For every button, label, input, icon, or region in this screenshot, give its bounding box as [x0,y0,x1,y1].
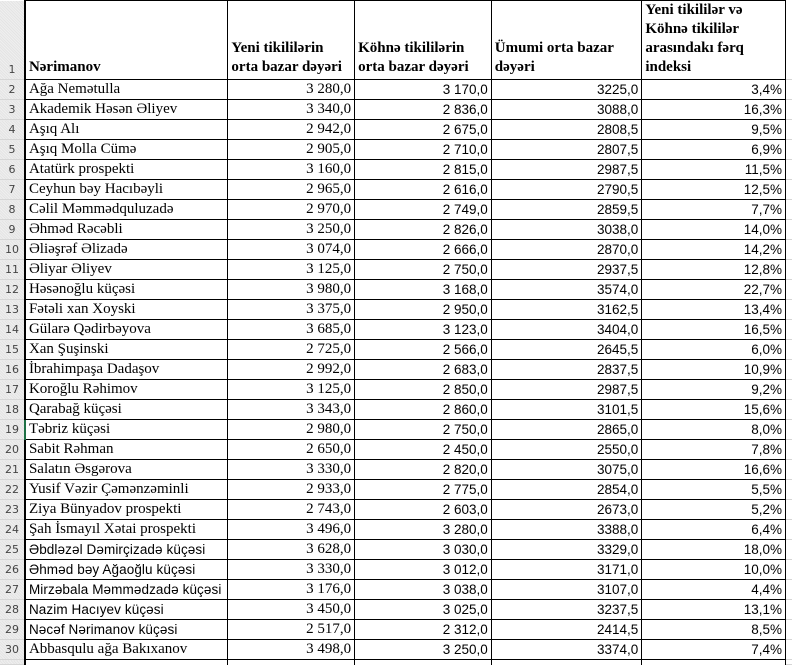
row-header[interactable]: 7 [0,180,25,200]
old-price-cell[interactable]: 2 775,0 [355,480,492,500]
table-row [0,260,792,280]
next-column-cell[interactable] [785,520,792,540]
average-price-cell[interactable]: 3075,0 [491,460,642,480]
new-price-cell[interactable]: 2 933,0 [228,480,355,500]
table-row [0,120,792,140]
old-price-cell[interactable]: 2 860,0 [355,400,492,420]
average-price-cell[interactable]: 2790,5 [491,180,642,200]
street-name-cell[interactable]: Sabit Rəhman [25,440,228,460]
next-column-cell[interactable] [785,280,792,300]
old-price-cell[interactable]: 2 450,0 [355,440,492,460]
average-price-cell[interactable]: 3574,0 [491,280,642,300]
difference-index-cell[interactable]: 22,7% [642,280,786,300]
table-row [0,460,792,480]
header-difference-index[interactable]: Yeni tikililər və Köhnə tikililər arasındakı fərq indeksi [642,1,786,80]
next-column-cell[interactable] [785,360,792,380]
new-price-cell[interactable]: 3 160,0 [228,160,355,180]
average-price-cell[interactable]: 2987,5 [491,160,642,180]
street-name-cell[interactable]: Salatın Əsgərova [25,460,228,480]
new-price-cell[interactable]: 3 628,0 [228,540,355,560]
next-column-cell[interactable] [785,240,792,260]
new-price-cell[interactable]: 2 942,0 [228,120,355,140]
average-price-cell[interactable]: 2414,5 [491,620,642,640]
new-price-cell[interactable]: 3 330,0 [228,460,355,480]
average-price-cell[interactable]: 3107,0 [491,580,642,600]
average-price-cell[interactable]: 2937,5 [491,260,642,280]
next-column-cell[interactable] [785,100,792,120]
old-price-cell[interactable]: 2 750,0 [355,260,492,280]
average-price-cell[interactable]: 2645,5 [491,340,642,360]
row-header[interactable]: 13 [0,300,25,320]
header-new-buildings-price[interactable]: Yeni tikililərin orta bazar dəyəri [228,1,355,80]
new-price-cell[interactable]: 3 250,0 [228,220,355,240]
new-price-cell[interactable]: 3 280,0 [228,80,355,100]
table-row [0,200,792,220]
table-row [0,400,792,420]
next-column-cell[interactable] [785,580,792,600]
new-price-cell[interactable]: 3 176,0 [228,580,355,600]
difference-index-cell[interactable]: 15,6% [642,400,786,420]
difference-index-cell[interactable]: 6,0% [642,340,786,360]
new-price-cell[interactable]: 2 517,0 [228,620,355,640]
difference-index-cell[interactable]: 5,2% [642,500,786,520]
header-district[interactable]: Nərimanov [25,1,228,80]
old-price-cell[interactable]: 3 030,0 [355,540,492,560]
difference-index-cell[interactable]: 7,7% [642,200,786,220]
difference-index-cell[interactable]: 9,2% [642,380,786,400]
street-name-cell[interactable]: Əliəşrəf Əlizadə [25,240,228,260]
table-row [0,340,792,360]
street-name-cell[interactable]: Əliyar Əliyev [25,260,228,280]
difference-index-cell[interactable]: 13,1% [642,600,786,620]
header-row [0,1,792,80]
empty-cell[interactable] [491,660,642,665]
old-price-cell[interactable]: 2 710,0 [355,140,492,160]
street-name-cell[interactable]: Həsənoğlu küçəsi [25,280,228,300]
row-header[interactable]: 21 [0,460,25,480]
average-price-cell[interactable]: 3237,5 [491,600,642,620]
next-column-cell[interactable] [785,460,792,480]
table-row [0,360,792,380]
row-header[interactable]: 20 [0,440,25,460]
new-price-cell[interactable]: 2 965,0 [228,180,355,200]
next-column-cell[interactable] [785,120,792,140]
row-header[interactable]: 11 [0,260,25,280]
table-row [0,580,792,600]
table-row [0,560,792,580]
average-price-cell[interactable]: 2807,5 [491,140,642,160]
difference-index-cell[interactable]: 10,9% [642,360,786,380]
difference-index-cell[interactable]: 8,0% [642,420,786,440]
street-name-cell[interactable]: Ceyhun bəy Hacıbəyli [25,180,228,200]
old-price-cell[interactable]: 2 749,0 [355,200,492,220]
difference-index-cell[interactable]: 12,5% [642,180,786,200]
old-price-cell[interactable]: 3 280,0 [355,520,492,540]
old-price-cell[interactable]: 2 850,0 [355,380,492,400]
row-header[interactable]: 1 [0,1,25,80]
row-header[interactable]: 12 [0,280,25,300]
new-price-cell[interactable]: 2 725,0 [228,340,355,360]
difference-index-cell[interactable]: 4,4% [642,580,786,600]
difference-index-cell[interactable]: 6,9% [642,140,786,160]
difference-index-cell[interactable]: 13,4% [642,300,786,320]
new-price-cell[interactable]: 3 340,0 [228,100,355,120]
row-header[interactable]: 16 [0,360,25,380]
table-row [0,220,792,240]
next-column-cell[interactable] [785,560,792,580]
next-column-cell[interactable] [785,400,792,420]
row-header[interactable]: 4 [0,120,25,140]
row-header[interactable]: 6 [0,160,25,180]
empty-cell[interactable] [228,660,355,665]
street-name-cell[interactable]: Aşıq Alı [25,120,228,140]
street-name-cell[interactable]: İbrahimpaşa Dadaşov [25,360,228,380]
average-price-cell[interactable]: 3038,0 [491,220,642,240]
difference-index-cell[interactable]: 3,4% [642,80,786,100]
old-price-cell[interactable]: 3 170,0 [355,80,492,100]
old-price-cell[interactable]: 2 683,0 [355,360,492,380]
difference-index-cell[interactable]: 6,4% [642,520,786,540]
next-column-cell[interactable] [785,380,792,400]
old-price-cell[interactable]: 3 038,0 [355,580,492,600]
row-header[interactable]: 3 [0,100,25,120]
average-price-cell[interactable]: 3171,0 [491,560,642,580]
empty-cell[interactable] [25,660,228,665]
row-header[interactable]: 22 [0,480,25,500]
table-row [0,440,792,460]
header-average-price[interactable]: Ümumi orta bazar dəyəri [491,1,642,80]
new-price-cell[interactable]: 3 450,0 [228,600,355,620]
difference-index-cell[interactable]: 14,2% [642,240,786,260]
street-name-cell[interactable]: Mirzəbala Məmmədzadə küçəsi [25,580,228,600]
old-price-cell[interactable]: 2 815,0 [355,160,492,180]
new-price-cell[interactable]: 3 125,0 [228,380,355,400]
new-price-cell[interactable]: 3 375,0 [228,300,355,320]
next-column-cell[interactable] [785,340,792,360]
next-column-cell[interactable] [785,260,792,280]
average-price-cell[interactable]: 3374,0 [491,640,642,660]
table-row [0,620,792,640]
next-column-cell[interactable] [785,440,792,460]
new-price-cell[interactable]: 2 980,0 [228,420,355,440]
average-price-cell[interactable]: 2870,0 [491,240,642,260]
new-price-cell[interactable]: 3 498,0 [228,640,355,660]
street-name-cell[interactable]: Akademik Həsən Əliyev [25,100,228,120]
table-row [0,140,792,160]
row-header[interactable]: 14 [0,320,25,340]
difference-index-cell[interactable]: 16,6% [642,460,786,480]
table-row [0,380,792,400]
average-price-cell[interactable]: 3329,0 [491,540,642,560]
new-price-cell[interactable]: 2 650,0 [228,440,355,460]
old-price-cell[interactable]: 2 616,0 [355,180,492,200]
table-row [0,480,792,500]
next-column-cell[interactable] [785,420,792,440]
average-price-cell[interactable]: 2854,0 [491,480,642,500]
difference-index-cell[interactable]: 10,0% [642,560,786,580]
row-header[interactable]: 23 [0,500,25,520]
table-row [0,640,792,660]
average-price-cell[interactable]: 2987,5 [491,380,642,400]
row-header[interactable]: 18 [0,400,25,420]
old-price-cell[interactable]: 2 312,0 [355,620,492,640]
new-price-cell[interactable]: 2 970,0 [228,200,355,220]
table-row [0,280,792,300]
row-header[interactable]: 8 [0,200,25,220]
next-column-cell[interactable] [785,320,792,340]
street-name-cell[interactable]: Koroğlu Rəhimov [25,380,228,400]
empty-cell[interactable] [642,660,786,665]
next-column-cell[interactable] [785,600,792,620]
next-column-cell[interactable] [785,620,792,640]
difference-index-cell[interactable]: 5,5% [642,480,786,500]
average-price-cell[interactable]: 2808,5 [491,120,642,140]
table-row [0,520,792,540]
empty-cell[interactable] [355,660,492,665]
average-price-cell[interactable]: 3088,0 [491,100,642,120]
next-column-cell[interactable] [785,480,792,500]
new-price-cell[interactable]: 2 992,0 [228,360,355,380]
table-row [0,300,792,320]
row-header[interactable]: 9 [0,220,25,240]
new-price-cell[interactable]: 3 496,0 [228,520,355,540]
street-name-cell[interactable]: Şah İsmayıl Xətai prospekti [25,520,228,540]
next-column-cell[interactable] [785,180,792,200]
difference-index-cell[interactable]: 16,5% [642,320,786,340]
average-price-cell[interactable]: 3225,0 [491,80,642,100]
old-price-cell[interactable]: 3 168,0 [355,280,492,300]
row-header[interactable]: 17 [0,380,25,400]
average-price-cell[interactable]: 3388,0 [491,520,642,540]
difference-index-cell[interactable]: 7,8% [642,440,786,460]
street-name-cell[interactable]: Fətəli xan Xoyski [25,300,228,320]
street-name-cell[interactable]: Aşıq Molla Cümə [25,140,228,160]
next-column-cell[interactable] [785,200,792,220]
street-name-cell[interactable]: Nəcəf Nərimanov küçəsi [25,620,228,640]
street-name-cell[interactable]: Qarabağ küçəsi [25,400,228,420]
empty-cell[interactable] [785,660,792,665]
average-price-cell[interactable]: 3101,5 [491,400,642,420]
old-price-cell[interactable]: 3 250,0 [355,640,492,660]
average-price-cell[interactable]: 2550,0 [491,440,642,460]
new-price-cell[interactable]: 3 343,0 [228,400,355,420]
street-name-cell[interactable]: Gülarə Qədirbəyova [25,320,228,340]
street-name-cell[interactable]: Cəlil Məmmədquluzadə [25,200,228,220]
difference-index-cell[interactable]: 8,5% [642,620,786,640]
row-header[interactable]: 29 [0,620,25,640]
table-row [0,180,792,200]
old-price-cell[interactable]: 2 750,0 [355,420,492,440]
difference-index-cell[interactable]: 9,5% [642,120,786,140]
street-name-cell[interactable]: Yusif Vəzir Çəmənzəminli [25,480,228,500]
old-price-cell[interactable]: 2 666,0 [355,240,492,260]
row-header[interactable]: 25 [0,540,25,560]
new-price-cell[interactable]: 3 685,0 [228,320,355,340]
row-header[interactable]: 15 [0,340,25,360]
table-row [0,600,792,620]
average-price-cell[interactable]: 2837,5 [491,360,642,380]
old-price-cell[interactable]: 3 012,0 [355,560,492,580]
next-column-cell[interactable] [785,160,792,180]
new-price-cell[interactable]: 2 905,0 [228,140,355,160]
row-header[interactable]: 24 [0,520,25,540]
street-name-cell[interactable]: Təbriz küçəsi [25,420,228,440]
next-column-cell[interactable] [785,140,792,160]
row-header[interactable]: 10 [0,240,25,260]
old-price-cell[interactable]: 3 123,0 [355,320,492,340]
street-name-cell[interactable]: Xan Şuşinski [25,340,228,360]
row-header[interactable]: 19 [0,420,25,440]
old-price-cell[interactable]: 3 025,0 [355,600,492,620]
difference-index-cell[interactable]: 14,0% [642,220,786,240]
street-name-cell[interactable]: Atatürk prospekti [25,160,228,180]
street-name-cell[interactable]: Abbasqulu ağa Bakıxanov [25,640,228,660]
next-column-cell[interactable] [785,80,792,100]
old-price-cell[interactable]: 2 603,0 [355,500,492,520]
street-name-cell[interactable]: Nazim Hacıyev küçəsi [25,600,228,620]
old-price-cell[interactable]: 2 566,0 [355,340,492,360]
new-price-cell[interactable]: 3 074,0 [228,240,355,260]
average-price-cell[interactable]: 2673,0 [491,500,642,520]
row-header[interactable]: 30 [0,640,25,660]
difference-index-cell[interactable]: 16,3% [642,100,786,120]
old-price-cell[interactable]: 2 826,0 [355,220,492,240]
row-header[interactable]: 26 [0,560,25,580]
row-header[interactable]: 2 [0,80,25,100]
table-row [0,500,792,520]
average-price-cell[interactable]: 3404,0 [491,320,642,340]
new-price-cell[interactable]: 3 980,0 [228,280,355,300]
street-name-cell[interactable]: Ağa Nemətulla [25,80,228,100]
next-row [0,660,792,665]
new-price-cell[interactable]: 3 330,0 [228,560,355,580]
table-row [0,320,792,340]
row-header[interactable]: 27 [0,580,25,600]
street-name-cell[interactable]: Ziya Bünyadov prospekti [25,500,228,520]
next-column-cell[interactable] [785,540,792,560]
next-column-cell[interactable] [785,640,792,660]
row-header[interactable]: 28 [0,600,25,620]
street-name-cell[interactable]: Əbdləzəl Dəmirçizadə küçəsi [25,540,228,560]
table-row [0,420,792,440]
street-name-cell[interactable]: Əhməd bəy Ağaoğlu küçəsi [25,560,228,580]
difference-index-cell[interactable]: 7,4% [642,640,786,660]
street-name-cell[interactable]: Əhməd Rəcəbli [25,220,228,240]
average-price-cell[interactable]: 2859,5 [491,200,642,220]
average-price-cell[interactable]: 2865,0 [491,420,642,440]
next-column-cell[interactable] [785,220,792,240]
row-header[interactable] [0,660,25,665]
next-column-cell[interactable] [785,300,792,320]
table-row [0,540,792,560]
old-price-cell[interactable]: 2 950,0 [355,300,492,320]
next-column-cell[interactable] [785,500,792,520]
new-price-cell[interactable]: 2 743,0 [228,500,355,520]
difference-index-cell[interactable]: 11,5% [642,160,786,180]
average-price-cell[interactable]: 3162,5 [491,300,642,320]
old-price-cell[interactable]: 2 836,0 [355,100,492,120]
difference-index-cell[interactable]: 12,8% [642,260,786,280]
table-row [0,160,792,180]
table-row [0,80,792,100]
new-price-cell[interactable]: 3 125,0 [228,260,355,280]
old-price-cell[interactable]: 2 820,0 [355,460,492,480]
table-row [0,100,792,120]
row-header[interactable]: 5 [0,140,25,160]
next-column-cell[interactable] [785,1,792,80]
table-row [0,240,792,260]
old-price-cell[interactable]: 2 675,0 [355,120,492,140]
difference-index-cell[interactable]: 18,0% [642,540,786,560]
header-old-buildings-price[interactable]: Köhnə tikililərin orta bazar dəyəri [355,1,492,80]
